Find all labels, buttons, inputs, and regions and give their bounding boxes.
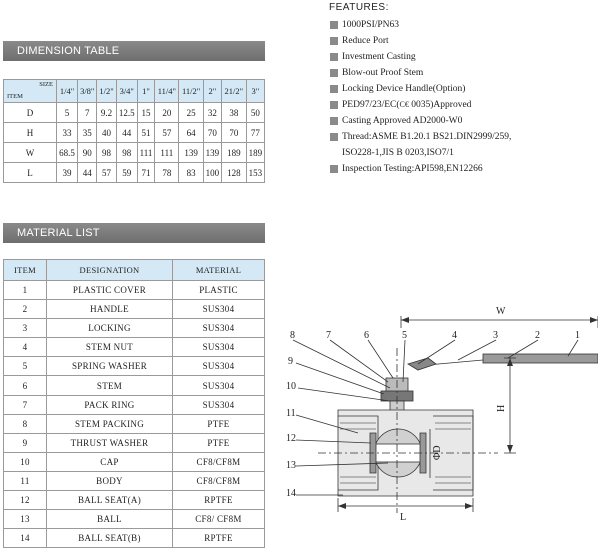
dimension-table [3,79,265,183]
material: PLASTIC [173,281,265,300]
designation: HANDLE [47,300,173,319]
size-header: 3" [246,80,264,103]
item-number: 13 [4,510,47,529]
feature-text: Thread:ASME B1.20.1 BS21.DIN2999/259, [342,132,512,142]
table-cell: 70 [203,123,221,143]
row-label: H [4,123,57,143]
table-row [4,529,265,548]
callout-2: 2 [535,330,540,341]
callout-5: 5 [402,330,407,341]
table-cell: 111 [155,143,179,163]
feature-text: Inspection Testing:API598,EN12266 [342,164,483,174]
dimension-l-label: L [400,512,407,523]
table-row [4,491,265,510]
size-header: 1/2" [97,80,116,103]
ce-mark: C€ [399,100,409,109]
item-number: 1 [4,281,47,300]
leader-8 [293,340,390,388]
callout-6: 6 [364,330,369,341]
table-cell: 78 [155,163,179,183]
table-cell: 50 [246,103,264,123]
size-header: 11/2" [179,80,203,103]
column-header-designation: DESIGNATION [47,260,173,281]
dim-ext-w [401,316,598,328]
table-row [4,338,265,357]
table-cell: 139 [179,143,203,163]
table-row [4,395,265,414]
callout-3: 3 [493,330,498,341]
ball-valve-drawing [278,298,598,546]
table-cell: 44 [116,123,137,143]
designation: BODY [47,471,173,490]
material-list-title: MATERIAL LIST [3,223,265,243]
leader-10 [298,388,390,401]
table-cell: 25 [179,103,203,123]
feature-text-suffix: 0035)Approved [408,100,472,110]
dimension-d-label: ΦD [432,445,443,460]
table-row [4,376,265,395]
leader-4 [418,340,455,364]
table-cell: 64 [179,123,203,143]
table-cell: 40 [97,123,116,143]
dimension-w-label: W [496,306,506,317]
table-cell: 59 [116,163,137,183]
arrow-h-bottom [507,445,513,453]
leader-6 [368,340,393,378]
table-cell: 12.5 [116,103,137,123]
feature-text: Investment Casting [342,52,416,62]
item-number: 5 [4,357,47,376]
row-label: W [4,143,57,163]
dim-ext-l [338,498,473,512]
table-cell: 77 [246,123,264,143]
table-row [4,414,265,433]
designation: STEM NUT [47,338,173,357]
dimension-row-l [4,163,265,183]
arrow-l-left [338,503,346,509]
feature-item [329,161,599,177]
designation: THRUST WASHER [47,433,173,452]
arrow-w-right [590,317,598,323]
feature-item [329,97,599,113]
table-row [4,433,265,452]
table-cell: 7 [78,103,97,123]
table-row [4,471,265,490]
callout-10: 10 [286,381,296,392]
item-number: 10 [4,452,47,471]
feature-item [329,65,599,81]
size-header: 11/4" [155,80,179,103]
table-cell: 70 [221,123,246,143]
table-cell: 98 [97,143,116,163]
material-table [3,259,265,548]
table-row [4,300,265,319]
item-number: 6 [4,376,47,395]
dimension-corner-cell [4,80,57,103]
feature-text: Casting Approved AD2000-W0 [342,116,463,126]
table-cell: 51 [137,123,154,143]
table-row [4,452,265,471]
size-header: 2" [203,80,221,103]
feature-text-line2: ISO228-1,JIS B 0203,ISO7/1 [342,148,454,158]
table-cell: 32 [203,103,221,123]
leader-7 [330,340,388,382]
size-header: 21/2" [221,80,246,103]
material: PTFE [173,433,265,452]
table-cell: 44 [78,163,97,183]
item-number: 12 [4,491,47,510]
feature-item [329,49,599,65]
handle-hub-icon [408,358,436,370]
feature-item [329,129,599,161]
item-number: 7 [4,395,47,414]
dimension-h-label: H [496,404,507,412]
size-header: 3/4" [116,80,137,103]
designation: SPRING WASHER [47,357,173,376]
material: RPTFE [173,491,265,510]
table-cell: 57 [97,163,116,183]
dimension-table-title: DIMENSION TABLE [3,41,265,61]
material: CF8/CF8M [173,471,265,490]
item-number: 9 [4,433,47,452]
table-cell: 38 [221,103,246,123]
material: RPTFE [173,529,265,548]
material-header-row [4,260,265,281]
designation: CAP [47,452,173,471]
dimension-row-w [4,143,265,163]
table-row [4,357,265,376]
table-cell: 153 [246,163,264,183]
dimension-row-h [4,123,265,143]
material: CF8/CF8M [173,452,265,471]
item-number: 8 [4,414,47,433]
callout-1: 1 [575,330,580,341]
designation: STEM PACKING [47,414,173,433]
item-number: 2 [4,300,47,319]
item-number: 3 [4,319,47,338]
callout-8: 8 [290,330,295,341]
feature-item [329,17,599,33]
table-cell: 39 [57,163,78,183]
table-cell: 189 [246,143,264,163]
designation: LOCKING [47,319,173,338]
table-cell: 189 [221,143,246,163]
table-cell: 139 [203,143,221,163]
callout-13: 13 [286,460,296,471]
table-cell: 71 [137,163,154,183]
corner-item-label: ITEM [7,93,23,100]
table-cell: 35 [78,123,97,143]
size-header: 1" [137,80,154,103]
designation: BALL SEAT(B) [47,529,173,548]
feature-item [329,81,599,97]
material: PTFE [173,414,265,433]
designation: STEM [47,376,173,395]
arrow-l-right [465,503,473,509]
table-cell: 100 [203,163,221,183]
table-row [4,319,265,338]
table-cell: 83 [179,163,203,183]
table-cell: 5 [57,103,78,123]
item-number: 11 [4,471,47,490]
feature-text: 1000PSI/PN63 [342,20,400,30]
table-row [4,281,265,300]
table-cell: 90 [78,143,97,163]
leader-5 [403,340,405,382]
row-label: L [4,163,57,183]
size-header: 3/8" [78,80,97,103]
callout-12: 12 [286,433,296,444]
feature-text: Locking Device Handle(Option) [342,84,466,94]
feature-text: Blow-out Proof Stem [342,68,424,78]
table-cell: 68.5 [57,143,78,163]
callout-11: 11 [286,408,296,419]
table-cell: 15 [137,103,154,123]
row-label: D [4,103,57,123]
table-cell: 20 [155,103,179,123]
material: CF8/ CF8M [173,510,265,529]
callout-7: 7 [326,330,331,341]
designation: BALL SEAT(A) [47,491,173,510]
material: SUS304 [173,357,265,376]
table-cell: 111 [137,143,154,163]
callout-14: 14 [286,488,296,499]
features-list [329,17,599,177]
plastic-cover-icon [483,354,598,363]
column-header-item: ITEM [4,260,47,281]
designation: PLASTIC COVER [47,281,173,300]
material: SUS304 [173,376,265,395]
item-number: 14 [4,529,47,548]
table-cell: 57 [155,123,179,143]
designation: PACK RING [47,395,173,414]
corner-size-label: SIZE [39,81,53,88]
features-section [329,2,599,177]
size-header: 1/4" [57,80,78,103]
material: SUS304 [173,300,265,319]
table-cell: 33 [57,123,78,143]
material: SUS304 [173,338,265,357]
table-cell: 128 [221,163,246,183]
callout-4: 4 [452,330,457,341]
features-title: FEATURES: [329,2,389,13]
designation: BALL [47,510,173,529]
feature-item [329,33,599,49]
callout-9: 9 [288,356,293,367]
table-cell: 98 [116,143,137,163]
dimension-row-d [4,103,265,123]
dimension-header-row [4,80,265,103]
feature-text: PED97/23/EC( [342,100,400,110]
material: SUS304 [173,395,265,414]
feature-text: Reduce Port [342,36,389,46]
feature-item [329,113,599,129]
table-cell: 9.2 [97,103,116,123]
column-header-material: MATERIAL [173,260,265,281]
table-row [4,510,265,529]
material: SUS304 [173,319,265,338]
arrow-w-left [401,317,409,323]
item-number: 4 [4,338,47,357]
